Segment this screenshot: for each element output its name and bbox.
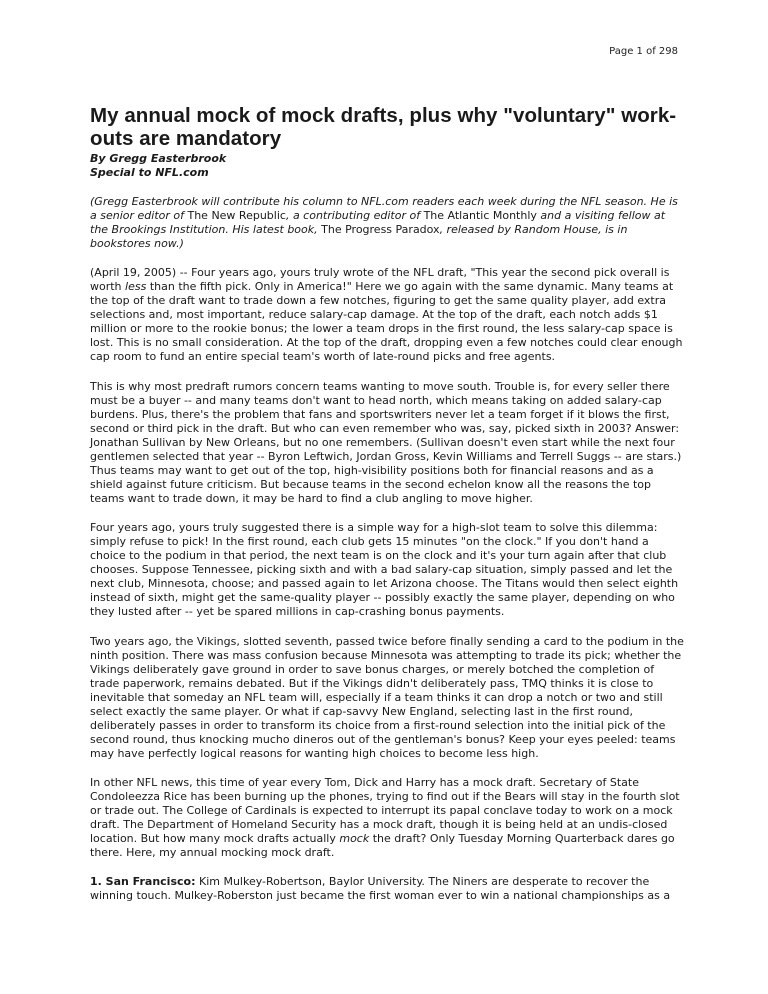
emphasis: mock [339, 831, 370, 845]
publication-name: The New Republic [187, 209, 286, 222]
paragraph-text: Kim Mulkey-Robertson, Baylor University. The Niners are desperate to recover the winning touch. Mulkey-Roberston just became the first woman ever to win a national championships as a [90, 875, 671, 903]
author-note-text: (Gregg Easterbrook will contribute his column to NFL.com readers each week during the NFL season. He is a senior editor of [90, 195, 678, 222]
publication-credit: Special to NFL.com [90, 166, 209, 179]
author-note [90, 195, 686, 251]
author-byline: By Gregg Easterbrook [90, 152, 227, 165]
author-note-text: , a contributing editor of [285, 209, 424, 222]
paragraph-text: than the fifth pick. Only in America!" Here we go again with the same dynamic. Many teams at the top of the draft want to trade down a few notches, figuring to get the same quality player, add extra selections and, most important, reduce salary-cap damage. At the top of the draft, each notch adds $1 million or more to the rookie bonus; the lower a team drops in the first round, the less salary-cap space is lost. This is no small consideration. At the top of the draft, dropping even a few notches could clear enough cap room to fund an entire special team's worth of late-round picks and free agents. [90, 280, 683, 364]
author-note-text: and a visiting fellow at the Brookings Institution. His latest book, [90, 209, 666, 236]
paragraph-text: (April 19, 2005) -- Four years ago, yours truly wrote of the NFL draft, "This year the second pick overall is worth [90, 266, 670, 294]
book-title: The Progress Paradox [321, 223, 440, 236]
article [90, 104, 686, 919]
draft-pick-label: 1. San Francisco: [90, 875, 196, 889]
publication-name: The Atlantic Monthly [423, 209, 537, 222]
paragraph [90, 776, 686, 860]
emphasis: less [125, 280, 147, 294]
paragraph-text: In other NFL news, this time of year every Tom, Dick and Harry has a mock draft. Secretary of State Condoleezza Rice has been burning up the phones, trying to find out if the Bears will stay in the fourth slot or trade out. The College of Cardinals is expected to interrupt its papal conclave today to work on a mock draft. The Department of Homeland Security has a mock draft, though it is being held at an undis-closed location. But how many mock drafts actually [90, 775, 680, 845]
paragraph: This is why most predraft rumors concern teams wanting to move south. Trouble is, for every seller there must be a buyer -- and many teams don't want to head north, which means taking on added salary-cap burdens. Plus, there's the problem that fans and sportswriters never let a team forget if it blows the first, second or third pick in the draft. But who can even remember who was, say, picked sixth in 2003? Answer: Jonathan Sullivan by New Orleans, but no one remembers. (Sullivan doesn't even start while the next four gentlemen selected that year -- Byron Leftwich, Jordan Gross, Kevin Williams and Terrell Suggs -- are stars.) Thus teams may want to get out of the top, high-visibility positions both for financial reasons and as a shield against future criticism. But because teams in the second echelon know all the reasons the top teams want to trade down, it may be hard to find a club angling to move higher. [90, 379, 682, 505]
draft-pick-entry [90, 875, 686, 903]
paragraph [90, 266, 686, 364]
page-number: Page 1 of 298 [609, 46, 678, 57]
paragraph-text: the draft? Only Tuesday Morning Quarterback dares go there. Here, my annual mocking mock draft. [90, 831, 675, 859]
author-note-text: , released by Random House, is in bookstores now.) [90, 223, 628, 250]
paragraph: Two years ago, the Vikings, slotted seventh, passed twice before finally sending a card to the podium in the ninth position. There was mass confusion because Minnesota was attempting to trade its pick; whether the Vikings deliberately gave ground in order to save bonus charges, or merely botched the completion of trade paperwork, remains debated. But if the Vikings didn't deliberately pass, TMQ thinks it is close to inevitable that someday an NFL team will, especially if a team thinks it can drop a notch or two and still select exactly the same player. Or what if cap-savvy New England, selecting last in the first round, deliberately passes in order to transform its choice from a first-round selection into the initial pick of the second round, thus knocking mucho dineros out of the gentleman's bonus? Keep your eyes peeled: teams may have perfectly logical reasons for wanting high choices to become less high. [90, 634, 684, 760]
article-title: My annual mock of mock drafts, plus why "voluntary" work-outs are mandatory [90, 104, 677, 150]
paragraph: Four years ago, yours truly suggested there is a simple way for a high-slot team to solve this dilemma: simply refuse to pick! In the first round, each club gets 15 minutes "on the clock." If you don't hand a choice to the podium in that period, the next team is on the clock and it's your turn again after that club chooses. Suppose Tennessee, picking sixth and with a bad salary-cap situation, simply passed and let the next club, Minnesota, choose; and passed again to let Arizona choose. The Titans would then select eighth instead of sixth, might get the same-quality player -- possibly exactly the same player, depending on who they lusted after -- yet be spared millions in cap-crashing bonus payments. [90, 521, 679, 619]
